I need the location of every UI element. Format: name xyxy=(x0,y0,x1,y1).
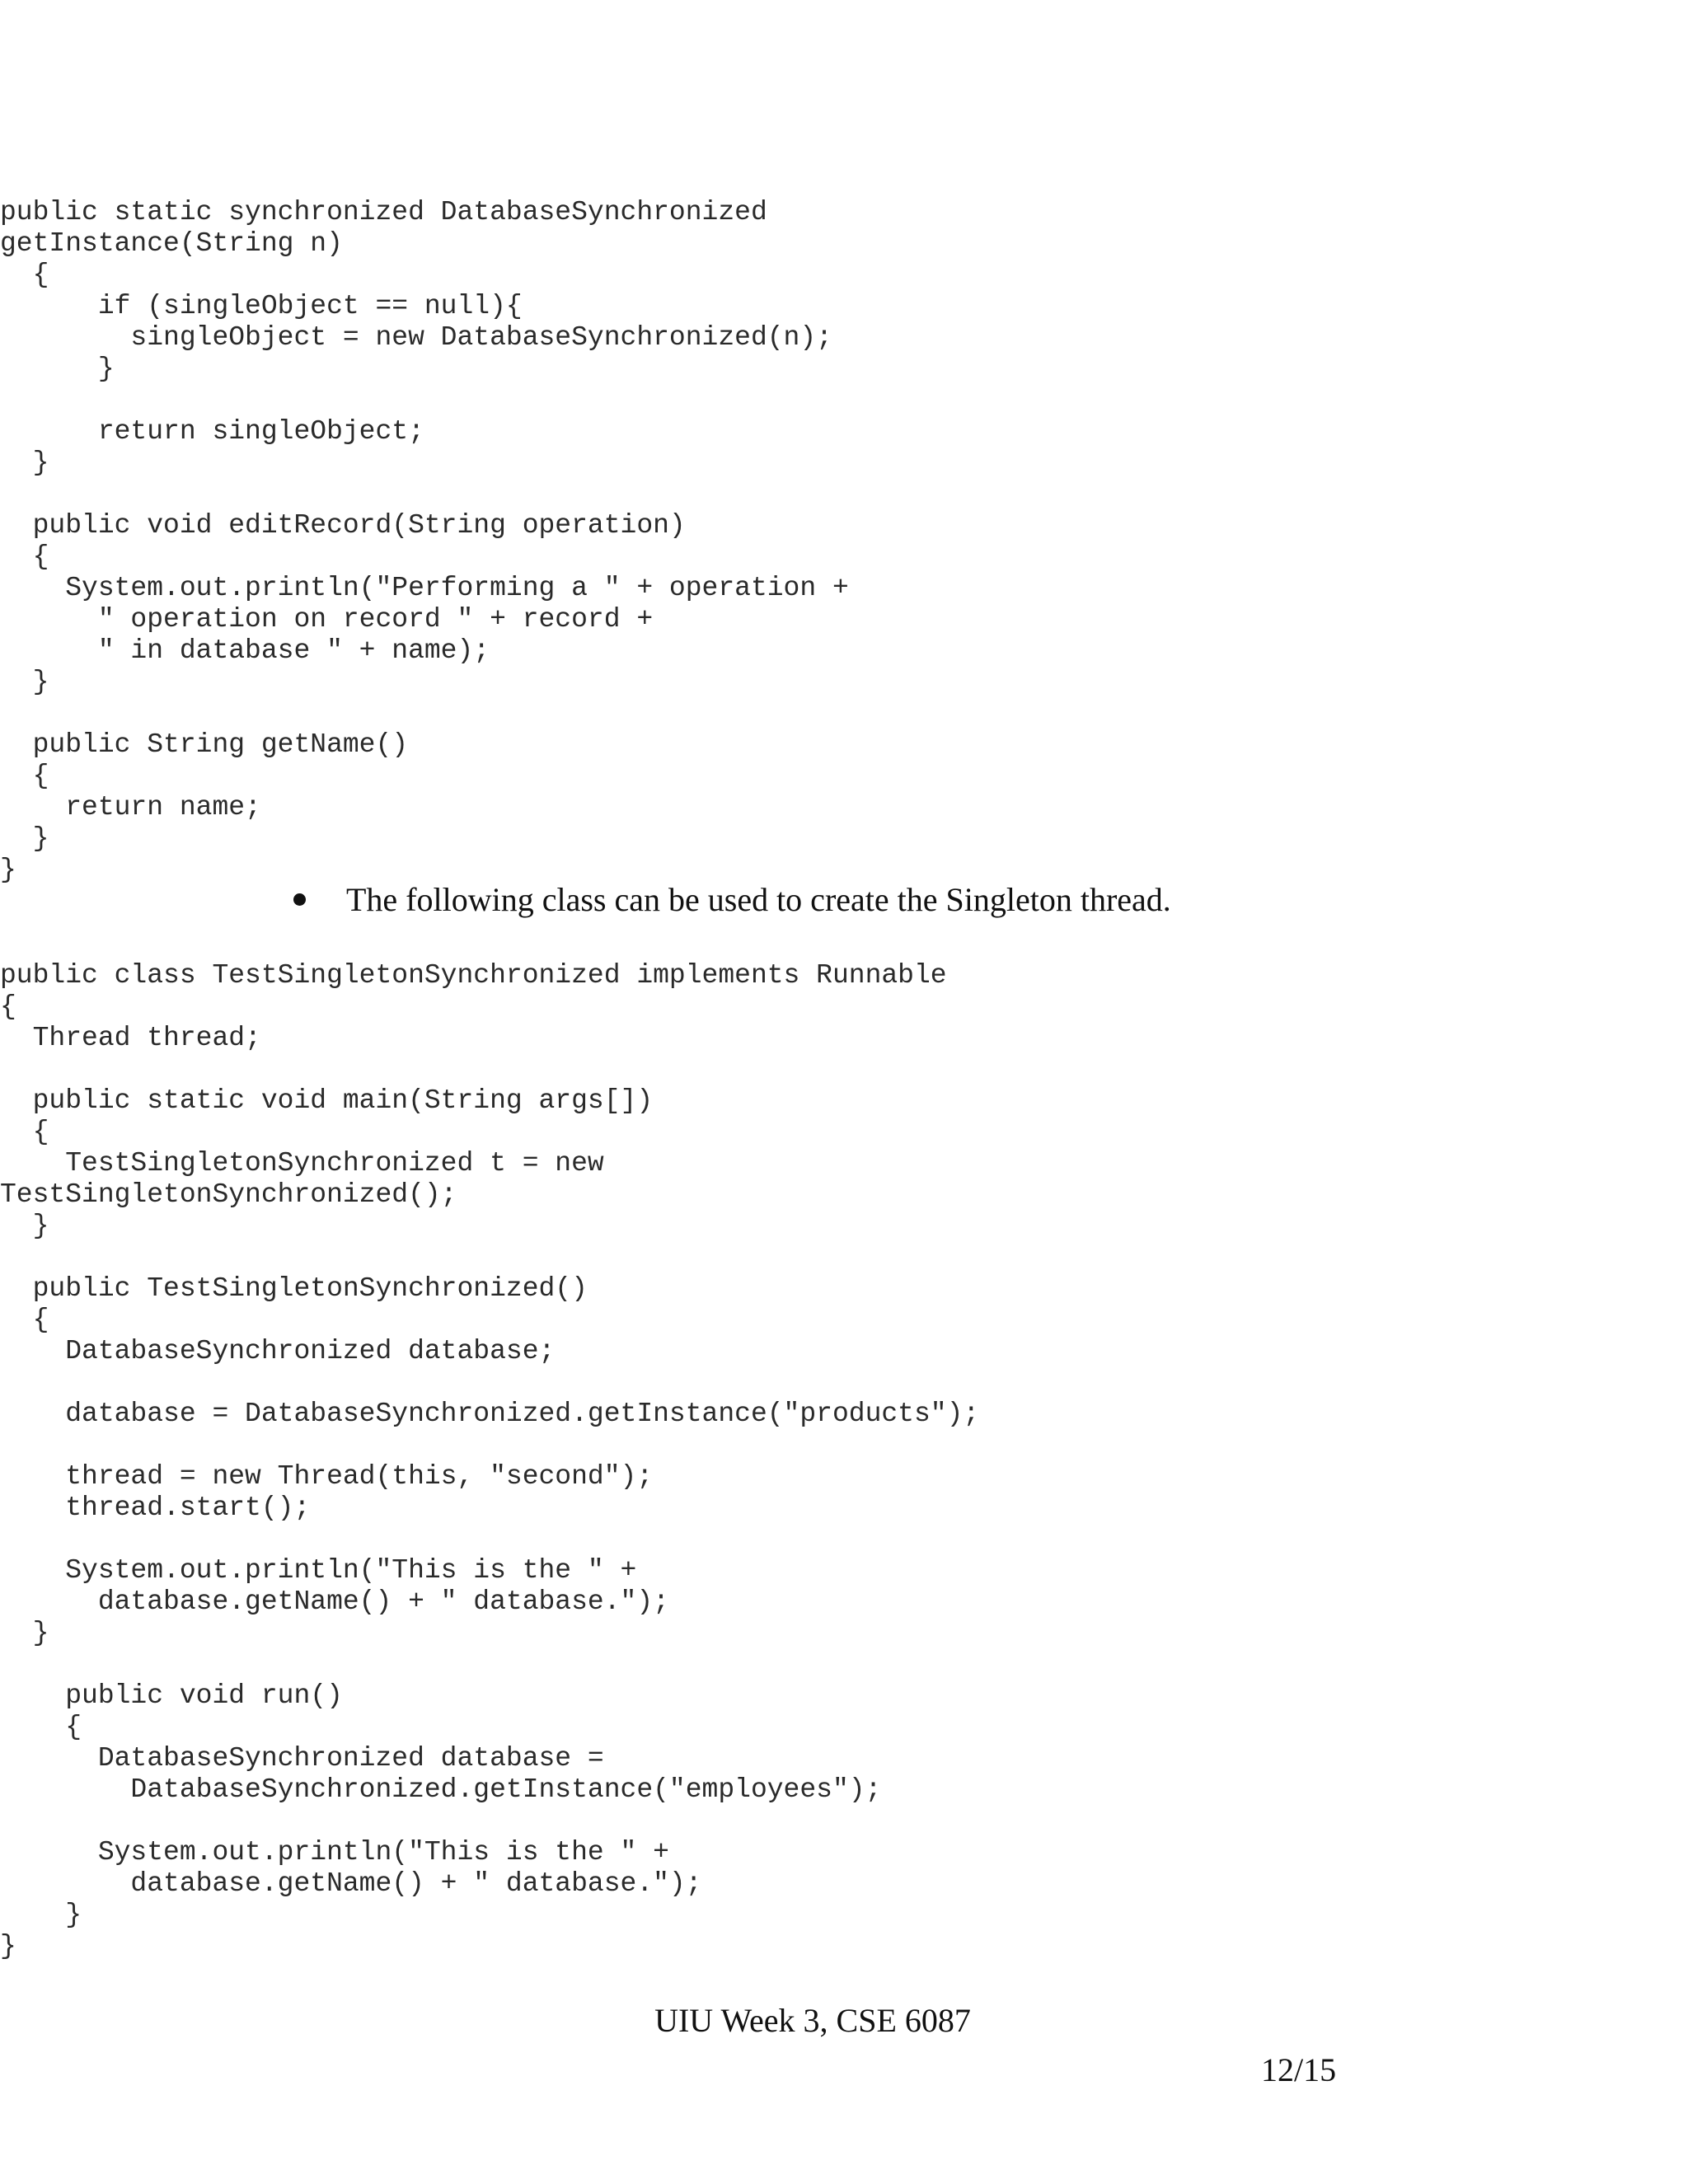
code-line: } xyxy=(0,1618,49,1648)
code-line: } xyxy=(0,448,49,478)
code-line: TestSingletonSynchronized(); xyxy=(0,1179,457,1210)
code-line xyxy=(0,1367,979,1399)
code-line: Thread thread; xyxy=(0,1023,261,1053)
code-line: { xyxy=(0,260,49,290)
code-line: getInstance(String n) xyxy=(0,228,343,259)
code-line xyxy=(0,1054,979,1085)
code-line: database = DatabaseSynchronized.getInstance("products"); xyxy=(0,1399,980,1429)
code-line: database.getName() + " database."); xyxy=(0,1586,669,1617)
code-line: System.out.println("Performing a " + operation + xyxy=(0,573,849,603)
code-line: return name; xyxy=(0,792,261,823)
code-line xyxy=(0,1524,979,1555)
code-line: thread.start(); xyxy=(0,1493,311,1523)
code-line: thread = new Thread(this, "second"); xyxy=(0,1461,654,1492)
code-listing-singleton-class xyxy=(0,197,849,886)
code-line xyxy=(0,1430,979,1461)
code-line: DatabaseSynchronized database; xyxy=(0,1336,556,1366)
code-line: { xyxy=(0,541,49,572)
code-line: public class TestSingletonSynchronized implements Runnable xyxy=(0,960,947,991)
code-line: database.getName() + " database."); xyxy=(0,1868,702,1899)
bullet-text: The following class can be used to create the Singleton thread. xyxy=(346,881,1171,918)
code-line: singleObject = new DatabaseSynchronized(n); xyxy=(0,322,832,353)
code-line xyxy=(0,698,849,729)
code-line: { xyxy=(0,991,16,1022)
code-line xyxy=(0,1242,979,1273)
code-line xyxy=(0,385,849,416)
code-line: public void run() xyxy=(0,1680,343,1711)
code-line: } xyxy=(0,1931,16,1961)
code-line: TestSingletonSynchronized t = new xyxy=(0,1148,604,1179)
code-line: } xyxy=(0,354,115,384)
code-line: { xyxy=(0,1305,49,1335)
code-line: } xyxy=(0,1900,82,1930)
code-line: System.out.println("This is the " + xyxy=(0,1555,637,1586)
code-line: } xyxy=(0,823,49,854)
code-line: { xyxy=(0,1712,82,1742)
code-line xyxy=(0,1806,979,1837)
code-line xyxy=(0,1649,979,1680)
code-listing-test-class xyxy=(0,960,979,1962)
code-line: DatabaseSynchronized.getInstance("employees"); xyxy=(0,1774,882,1805)
code-line: if (singleObject == null){ xyxy=(0,291,523,321)
code-line: public static void main(String args[]) xyxy=(0,1085,654,1116)
code-line: DatabaseSynchronized database = xyxy=(0,1743,604,1774)
code-line: public TestSingletonSynchronized() xyxy=(0,1273,588,1304)
code-line xyxy=(0,479,849,510)
code-line: return singleObject; xyxy=(0,416,424,447)
code-line: } xyxy=(0,1211,49,1241)
code-line: " in database " + name); xyxy=(0,635,490,666)
footer-course-title: UIU Week 3, CSE 6087 xyxy=(654,2002,971,2039)
bullet-icon xyxy=(293,893,306,906)
code-line: { xyxy=(0,1117,49,1147)
page-number: 12/15 xyxy=(1261,2051,1337,2088)
code-line: " operation on record " + record + xyxy=(0,604,654,635)
code-line: { xyxy=(0,761,49,791)
code-line: } xyxy=(0,855,16,885)
code-line: public static synchronized DatabaseSynchronized xyxy=(0,197,767,227)
code-line: } xyxy=(0,667,49,697)
code-line: public void editRecord(String operation) xyxy=(0,510,686,541)
code-line: public String getName() xyxy=(0,729,409,760)
code-line: System.out.println("This is the " + xyxy=(0,1837,669,1868)
